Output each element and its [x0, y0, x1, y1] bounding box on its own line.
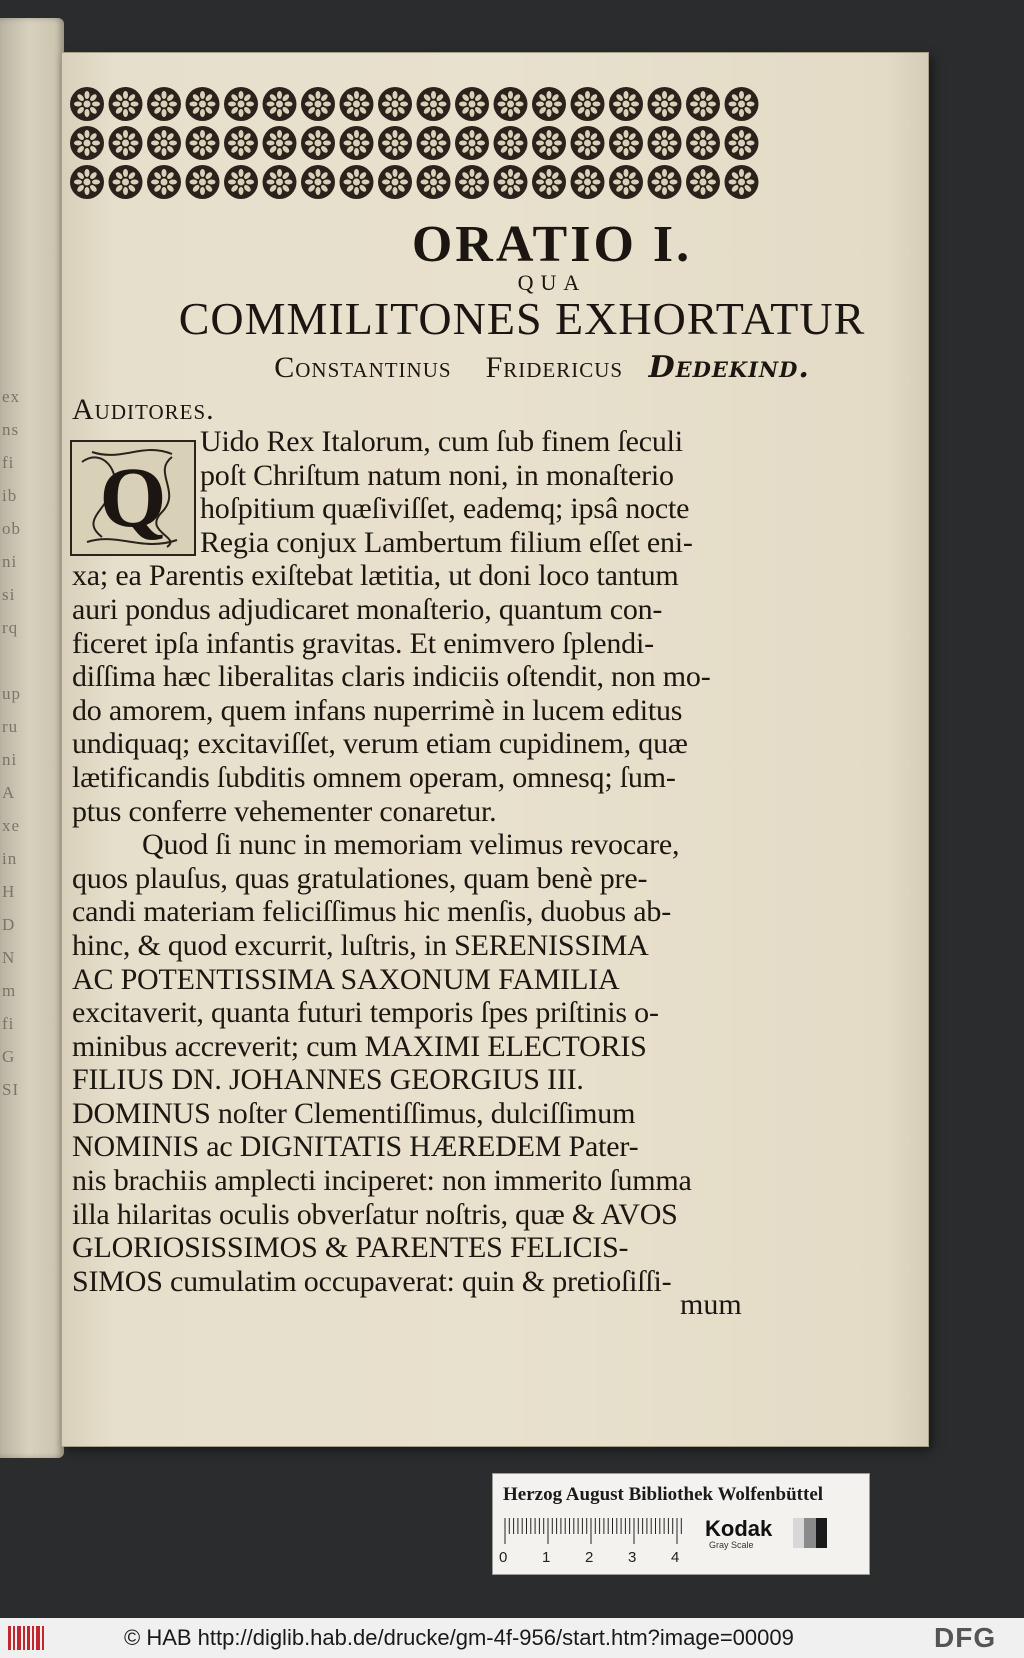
rosette — [378, 165, 412, 199]
image-source-credit: © HAB http://diglib.hab.de/drucke/gm-4f-956/start.htm?image=00009 — [124, 1625, 794, 1650]
rosette — [109, 126, 143, 160]
rosette — [686, 126, 720, 160]
text-line: excitaverit, quanta futuri temporis ſpes priſtinis o- — [72, 996, 659, 1030]
gray-scale-swatch — [793, 1518, 827, 1548]
rosette — [648, 126, 682, 160]
text-line: DOMINUS noſter Clementiſſimus, dulciſſimum — [72, 1096, 636, 1130]
rosette — [263, 87, 297, 121]
ruler-number: 2 — [585, 1549, 594, 1566]
author-surname: Dedekind. — [648, 350, 810, 385]
rosette — [147, 165, 181, 199]
rosette — [109, 87, 143, 121]
rosette — [609, 165, 643, 199]
text-line: illa hilaritas oculis obverſatur noſtris, quæ & AVOS — [72, 1197, 678, 1231]
rosette — [648, 87, 682, 121]
rosette — [224, 165, 258, 199]
rosette — [186, 87, 220, 121]
rosette — [70, 87, 104, 121]
library-name: Herzog August Bibliothek Wolfenbüttel — [503, 1484, 824, 1505]
library-color-label — [492, 1473, 870, 1575]
rosette — [686, 87, 720, 121]
kodak-gray-scale: Gray Scale — [709, 1540, 754, 1550]
text-line: Regia conjux Lambertum filium eſſet eni- — [200, 525, 693, 559]
text-line: ptus conferre vehementer conaretur. — [72, 794, 497, 828]
rosette — [109, 165, 143, 199]
scale-ruler-icon — [503, 1516, 713, 1546]
rosette — [378, 126, 412, 160]
rosette — [494, 87, 528, 121]
rosette — [147, 87, 181, 121]
text-line: poſt Chriſtum natum noni, in monaſterio — [200, 458, 674, 492]
catchword: mum — [680, 1288, 742, 1321]
text-line: AC POTENTISSIMA SAXONUM FAMILIA — [72, 962, 620, 996]
text-line: NOMINIS ac DIGNITATIS HÆREDEM Pater- — [72, 1130, 639, 1164]
oration-body — [72, 425, 764, 1298]
kodak-brand: Kodak — [705, 1516, 773, 1541]
rosette — [340, 126, 374, 160]
ruler-number: 4 — [671, 1549, 680, 1566]
text-line: Uido Rex Italorum, cum ſub finem ſeculi — [200, 425, 683, 458]
ruler-number: 3 — [628, 1549, 637, 1566]
facing-page-fragments: ex ns fi ib ob ni si rq up ru ni A xe in H D N m fi G SI — [2, 387, 21, 1099]
rosette — [455, 87, 489, 121]
text-line: FILIUS DN. JOHANNES GEORGIUS III. — [72, 1063, 584, 1097]
rosette — [263, 126, 297, 160]
text-line: candi materiam feliciſſimus hic menſis, duobus ab- — [72, 895, 672, 929]
author-line — [30, 350, 1024, 385]
dfg-logo: DFG — [934, 1622, 997, 1653]
ruler-number: 0 — [499, 1549, 508, 1566]
rosette — [186, 165, 220, 199]
rosette — [494, 165, 528, 199]
rosette — [725, 87, 759, 121]
footer-bar — [0, 1618, 1024, 1658]
rosette — [417, 87, 451, 121]
oration-heading: COMMILITONES EXHORTATUR — [178, 293, 866, 344]
ruler-number: 1 — [542, 1549, 551, 1566]
text-line: nis brachiis amplecti inciperet: non immerito ſumma — [72, 1164, 692, 1198]
svg-text:Q: Q — [99, 449, 167, 545]
text-line: hoſpitium quæſiviſſet, eademq; ipsâ nocte — [200, 492, 690, 526]
rosette — [455, 126, 489, 160]
oration-title: ORATIO I. — [411, 216, 693, 273]
rosette — [301, 165, 335, 199]
rosette — [725, 126, 759, 160]
rosette — [224, 87, 258, 121]
rosette — [532, 87, 566, 121]
rosette — [70, 126, 104, 160]
rosette — [571, 126, 605, 160]
text-line: do amorem, quem infans nuperrimè in lucem editus — [72, 693, 683, 727]
rosette — [532, 165, 566, 199]
rosette — [571, 87, 605, 121]
rosette — [147, 126, 181, 160]
rosette — [609, 87, 643, 121]
rosette — [455, 165, 489, 199]
rosette — [417, 126, 451, 160]
rosette — [301, 87, 335, 121]
rosette — [301, 126, 335, 160]
rosette — [263, 165, 297, 199]
rosette — [417, 165, 451, 199]
text-line: xa; ea Parentis exiſtebat lætitia, ut doni loco tantum — [72, 559, 679, 593]
rosette — [571, 165, 605, 199]
text-line: undiquaq; excitaviſſet, verum etiam cupidinem, quæ — [72, 727, 688, 761]
salutation: Auditores. — [72, 393, 215, 426]
text-line: SIMOS cumulatim occupaverat: quin & pretioſiſſi- — [72, 1264, 672, 1298]
author-middle-name: Fridericus — [485, 351, 624, 384]
text-line: lætificandis ſubditis omnem operam, omnesq; ſum- — [72, 760, 676, 794]
text-line: ficeret ipſa infantis gravitas. Et enimvero ſplendi- — [72, 626, 654, 660]
qua-subheading: QUA — [517, 270, 587, 295]
rosette — [340, 87, 374, 121]
text-line: GLORIOSISSIMOS & PARENTES FELICIS- — [72, 1231, 629, 1265]
rosette — [609, 126, 643, 160]
text-line: Quod ſi nunc in memoriam velimus revocare, — [142, 828, 680, 862]
rosette — [686, 165, 720, 199]
text-line: auri pondus adjudicaret monaſterio, quantum con- — [72, 592, 663, 626]
rosette — [378, 87, 412, 121]
text-line: diſſima hæc liberalitas claris indiciis oſtendit, non mo- — [72, 660, 711, 694]
rosette — [648, 165, 682, 199]
hab-barcode-logo-icon — [8, 1624, 46, 1652]
rosette — [494, 126, 528, 160]
rosette — [70, 165, 104, 199]
rosette — [532, 126, 566, 160]
text-line: hinc, & quod excurrit, luſtris, in SERENISSIMA — [72, 928, 649, 962]
rosette — [224, 126, 258, 160]
text-line: quos plauſus, quas gratulationes, quam benè pre- — [72, 861, 648, 895]
ornamental-header-band — [68, 84, 760, 202]
rosette — [340, 165, 374, 199]
rosette — [725, 165, 759, 199]
text-line: minibus accreverit; cum MAXIMI ELECTORIS — [72, 1029, 647, 1063]
rosette — [186, 126, 220, 160]
author-first-name: Constantinus — [274, 351, 452, 384]
